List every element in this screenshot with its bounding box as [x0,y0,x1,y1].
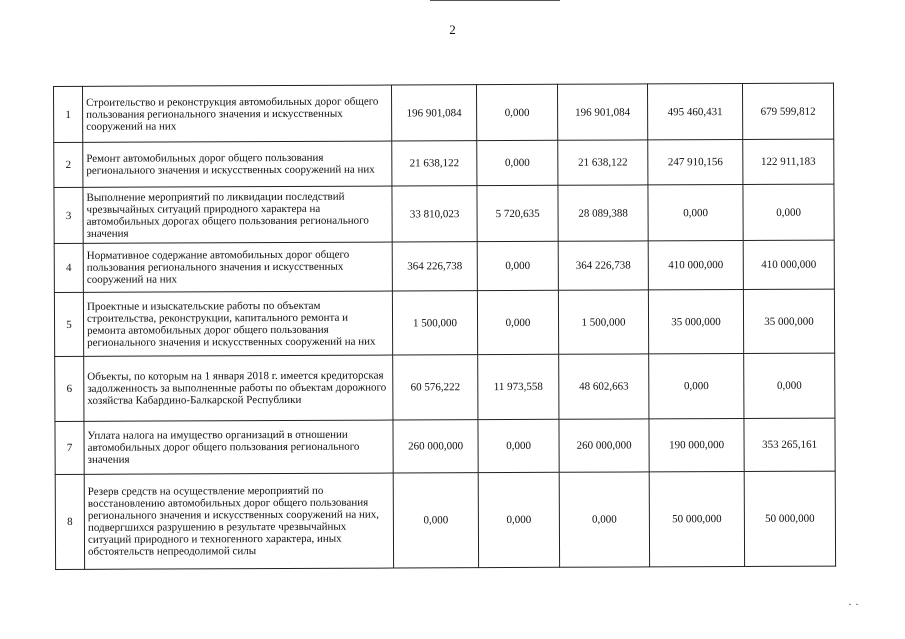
table-row [55,471,835,569]
table-row [54,289,834,356]
value-cell: 364 226,738 [558,241,648,290]
row-name: Проектные и изыскательские работы по объектам строительства, реконструкции, капитального ремонта и ремонта автомобильных дорог общего пользования регионального значения и искусственных сооружений на них [83,291,392,356]
row-name: Выполнение мероприятий по ликвидации последствий чрезвычайных ситуаций природного характера на автомобильных дорогах общего пользования регионального значения [83,186,392,243]
table-row [54,240,834,292]
row-number: 8 [55,474,84,569]
value-cell: 1 500,000 [392,291,477,355]
value-cell: 60 576,222 [393,355,478,420]
value-cell: 353 265,161 [744,418,835,471]
table-row [55,418,835,474]
value-cell: 410 000,000 [648,240,743,289]
row-name: Резерв средств на осуществление мероприятий по восстановлению автомобильных дорог общего пользования регионального значения и искусственных сооружений на них, подвергшихся разрушению в результате чрезвычайных ситуаций природного и техногенного характера, иных обстоятельств непреодолимой силы [84,473,393,569]
value-cell: 190 000,000 [649,418,744,471]
row-number: 2 [54,142,83,187]
value-cell: 21 638,122 [558,140,648,185]
row-name: Строительство и реконструкция автомобильных дорог общего пользования регионального значения и искусственных сооружений на них [83,85,392,142]
value-cell: 260 000,000 [559,419,649,472]
row-name: Ремонт автомобильных дорог общего пользования регионального значения и искусственных сооружений на них [83,141,392,187]
value-cell: 0,000 [477,290,558,354]
value-cell: 410 000,000 [743,240,834,289]
table-row [54,83,834,142]
value-cell: 247 910,156 [648,139,743,184]
value-cell: 364 226,738 [392,242,477,291]
value-cell: 33 810,023 [392,186,477,242]
value-cell: 495 460,431 [647,83,742,139]
row-name: Уплата налога на имущество организаций в отношении автомобильных дорог общего пользования регионального значения [84,420,393,474]
row-number: 1 [54,86,83,142]
value-cell: 21 638,122 [392,141,477,186]
value-cell: 0,000 [649,353,744,418]
row-number: 5 [54,292,83,356]
value-cell: 0,000 [477,241,558,290]
value-cell: 0,000 [559,472,649,567]
top-border-line [430,0,560,1]
table-body [54,83,836,569]
table-row [54,184,834,243]
value-cell: 48 602,663 [559,354,649,419]
row-number: 3 [54,187,83,243]
value-cell: 679 599,812 [742,83,833,139]
table-row [55,353,835,421]
value-cell: 0,000 [478,472,559,567]
row-number: 4 [54,243,83,292]
value-cell: 1 500,000 [558,290,648,354]
value-cell: 50 000,000 [649,471,744,566]
row-number: 6 [55,356,84,421]
value-cell: 0,000 [477,140,558,185]
row-number: 7 [55,421,84,474]
value-cell: 0,000 [743,184,834,240]
value-cell: 196 901,084 [391,85,476,141]
value-cell: 0,000 [393,473,478,568]
value-cell: 0,000 [476,84,557,140]
budget-table [53,83,836,570]
value-cell: 0,000 [478,419,559,472]
value-cell: 0,000 [744,353,835,418]
value-cell: 122 911,183 [743,139,834,184]
value-cell: 28 089,388 [558,185,648,241]
value-cell: 260 000,000 [393,420,478,473]
value-cell: 0,000 [648,184,743,240]
row-name: Нормативное содержание автомобильных дорог общего пользования регионального значения и искусственных сооружений на них [83,242,392,292]
table-row [54,139,834,187]
row-name: Объекты, по которым на 1 января 2018 г. имеется кредиторская задолженность за выполненные работы по объектам дорожного хозяйства Кабардино-Балкарской Республики [84,355,393,421]
value-cell: 5 720,635 [477,185,558,241]
value-cell: 11 973,558 [478,354,559,419]
scan-marks: · · [848,597,859,611]
value-cell: 196 901,084 [557,84,647,140]
value-cell: 35 000,000 [648,289,743,353]
value-cell: 35 000,000 [743,289,834,353]
value-cell: 50 000,000 [744,471,835,566]
page-number: 2 [449,22,456,37]
